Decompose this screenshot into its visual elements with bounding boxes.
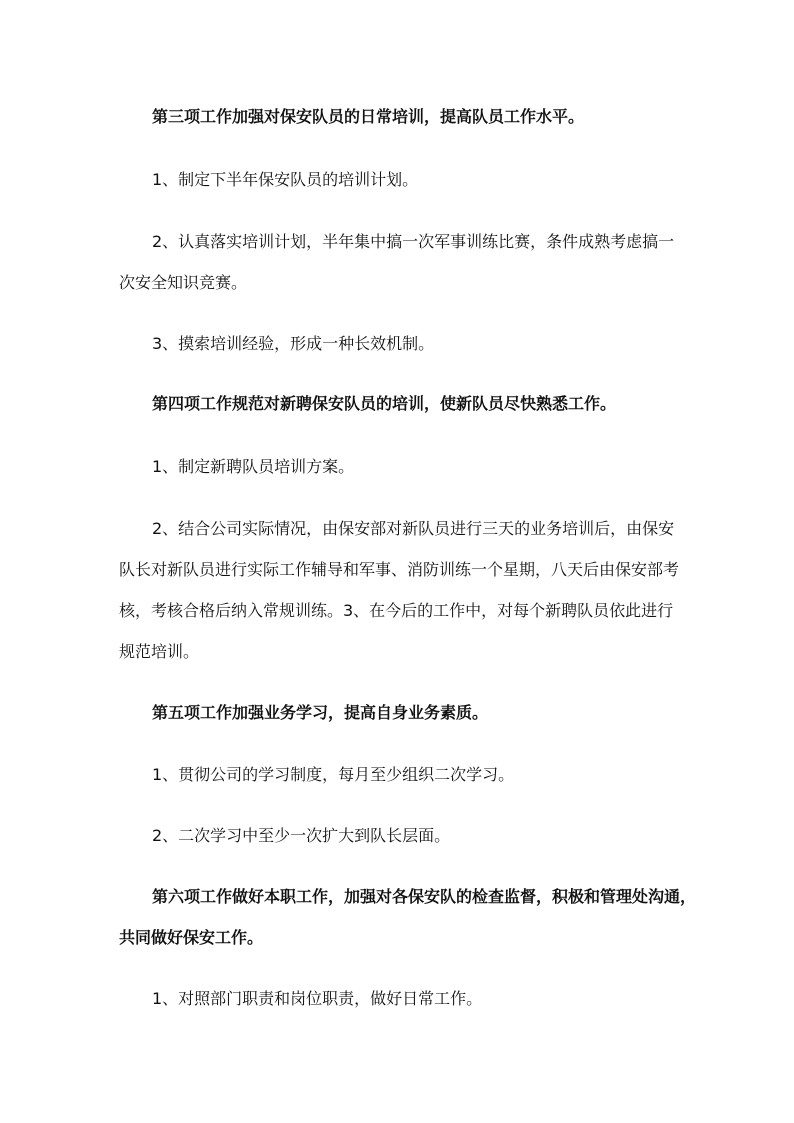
section-3-heading: 第三项工作加强对保安队员的日常培训，提高队员工作水平。 xyxy=(152,107,585,126)
section-3-item-2-line-1: 2、认真落实培训计划，半年集中搞一次军事训练比赛，条件成熟考虑搞一 xyxy=(152,232,675,251)
section-5-heading: 第五项工作加强业务学习，提高自身业务素质。 xyxy=(152,703,489,722)
section-3-item-1: 1、制定下半年保安队员的培训计划。 xyxy=(152,170,419,189)
section-3-item-2-line-2: 次安全知识竞赛。 xyxy=(119,273,248,292)
section-6-item-1: 1、对照部门职责和岗位职责，做好日常工作。 xyxy=(152,989,483,1008)
section-4-item-1: 1、制定新聘队员培训方案。 xyxy=(152,457,355,476)
section-6-heading-line-1: 第六项工作做好本职工作，加强对各保安队的检查监督，积极和管理处沟通， xyxy=(152,887,697,906)
section-5-item-2: 2、二次学习中至少一次扩大到队长层面。 xyxy=(152,826,451,845)
section-4-item-2-line-3: 核，考核合格后纳入常规训练。3、在今后的工作中，对每个新聘队员依此进行 xyxy=(119,601,674,620)
section-4-item-2-line-4: 规范培训。 xyxy=(119,642,200,661)
section-4-heading: 第四项工作规范对新聘保安队员的培训，使新队员尽快熟悉工作。 xyxy=(152,394,617,413)
section-3-item-3: 3、摸索培训经验，形成一种长效机制。 xyxy=(152,334,435,353)
section-5-item-1: 1、贯彻公司的学习制度，每月至少组织二次学习。 xyxy=(152,765,515,784)
section-4-item-2-line-1: 2、结合公司实际情况，由保安部对新队员进行三天的业务培训后，由保安 xyxy=(152,519,675,538)
section-6-heading-line-2: 共同做好保安工作。 xyxy=(119,928,264,947)
section-4-item-2-line-2: 队长对新队员进行实际工作辅导和军事、消防训练一个星期，八天后由保安部考 xyxy=(119,560,680,579)
